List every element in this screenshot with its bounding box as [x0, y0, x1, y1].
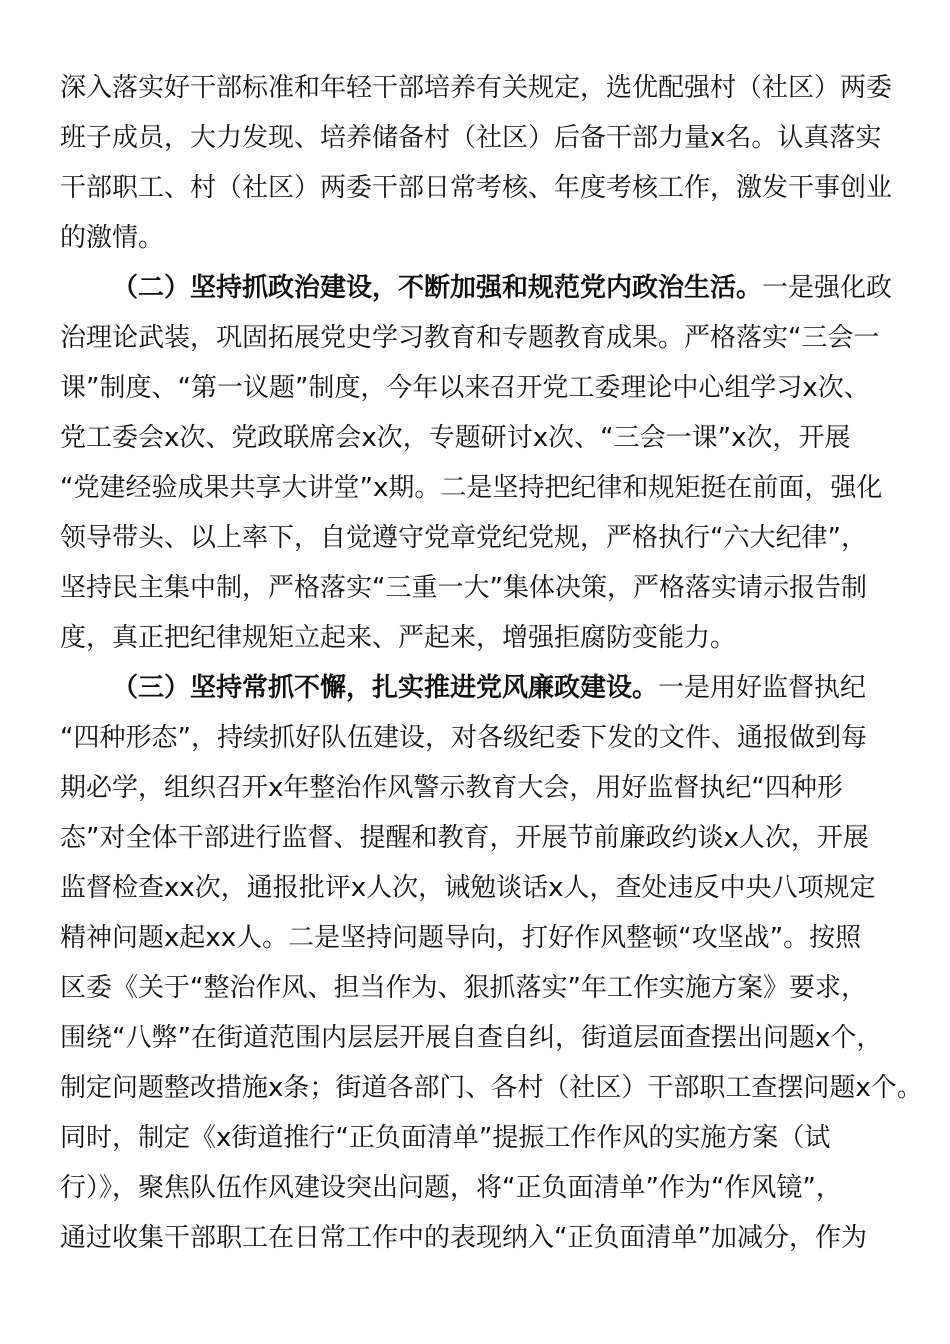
- paragraph-line: 态”对全体干部进行监督、提醒和教育，开展节前廉政约谈x人次，开展: [60, 823, 869, 853]
- paragraph-line: “党建经验成果共享大讲堂”x期。二是坚持把纪律和规矩挺在前面，强化: [60, 473, 883, 503]
- section-3-first-line-text: 一是用好监督执纪: [658, 673, 867, 703]
- paragraph-line: 区委《关于“整治作风、担当作为、狠抓落实”年工作实施方案》要求，: [60, 973, 867, 1003]
- paragraph-line: 深入落实好干部标准和年轻干部培养有关规定，选优配强村（社区）两委: [60, 73, 893, 103]
- paragraph-line: 党工委会x次、党政联席会x次，专题研讨x次、“三会一课”x次，开展: [60, 423, 851, 453]
- paragraph-line: 围绕“八弊”在街道范围内层层开展自查自纠，街道层面查摆出问题x个，: [60, 1023, 883, 1053]
- paragraph-line: 坚持民主集中制，严格落实“三重一大”集体决策，严格落实请示报告制: [60, 573, 867, 603]
- paragraph-line: 班子成员，大力发现、培养储备村（社区）后备干部力量x名。认真落实: [60, 123, 882, 153]
- section-3-first-line: [112, 672, 942, 704]
- section-2-first-line-text: 一是强化政: [762, 273, 893, 303]
- paragraph-line: 治理论武装，巩固拓展党史学习教育和专题教育成果。严格落实“三会一: [60, 323, 880, 353]
- section-2-first-line: [112, 272, 942, 304]
- paragraph-line: 监督检查xx次，通报批评x人次，诫勉谈话x人，查处违反中央八项规定: [60, 873, 876, 903]
- paragraph-line: 度，真正把纪律规矩立起来、严起来，增强拒腐防变能力。: [60, 623, 737, 653]
- paragraph-line: 干部职工、村（社区）两委干部日常考核、年度考核工作，激发干事创业: [60, 173, 893, 203]
- paragraph-line: 精神问题x起xx人。二是坚持问题导向，打好作风整顿“攻坚战”。按照: [60, 923, 862, 953]
- paragraph-line: 行）》，聚焦队伍作风建设突出问题，将“正负面清单”作为“作风镜”，: [60, 1173, 842, 1203]
- paragraph-line: 同时，制定《x街道推行“正负面清单”提振工作作风的实施方案（试: [60, 1123, 831, 1153]
- section-3-heading: （三）坚持常抓不懈，扎实推进党风廉政建设。: [112, 673, 659, 703]
- paragraph-line: 领导带头、以上率下，自觉遵守党章党纪党规，严格执行“六大纪律”，: [60, 523, 867, 553]
- paragraph-line: “四种形态”，持续抓好队伍建设，对各级纪委下发的文件、通报做到每: [60, 723, 867, 753]
- paragraph-line: 的激情。: [60, 223, 165, 253]
- paragraph-line: 通过收集干部职工在日常工作中的表现纳入“正负面清单”加减分，作为: [60, 1223, 867, 1253]
- paragraph-line: 课”制度、“第一议题”制度，今年以来召开党工委理论中心组学习x次、: [60, 373, 870, 403]
- section-2-heading: （二）坚持抓政治建设，不断加强和规范党内政治生活。: [112, 273, 763, 303]
- paragraph-line: 期必学，组织召开x年整治作风警示教育大会，用好监督执纪“四种形: [60, 773, 843, 803]
- paragraph-line: 制定问题整改措施x条；街道各部门、各村（社区）干部职工查摆问题x个。: [60, 1073, 923, 1103]
